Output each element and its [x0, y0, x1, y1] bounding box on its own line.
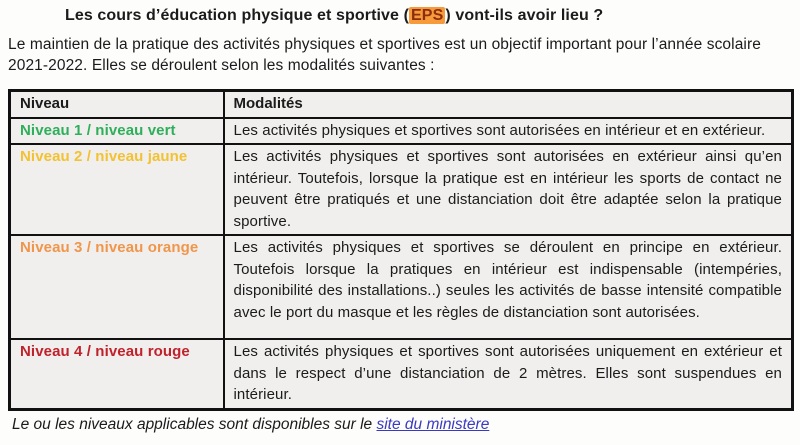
- header-modalites: Modalités: [224, 91, 793, 118]
- table-header-row: [10, 91, 793, 118]
- footer-text: Le ou les niveaux applicables sont disponibles sur le: [12, 415, 377, 433]
- levels-table: [8, 89, 794, 411]
- title-text-pre: Les cours d’éducation physique et sportive (: [65, 7, 410, 24]
- intro-paragraph: Le maintien de la pratique des activités physiques et sportives est un objectif important pour l’année scolaire 2021-2022. Elles se déroulent selon les modalités suivantes :: [8, 36, 761, 74]
- level-4-label: Niveau 4 / niveau rouge: [10, 339, 224, 409]
- level-3-label: Niveau 3 / niveau orange: [10, 235, 224, 339]
- level-1-label: Niveau 1 / niveau vert: [10, 118, 224, 145]
- level-2-modalites: Les activités physiques et sportives sont autorisées en extérieur ainsi qu’en intérieur. Toutefois, lorsque la pratique est en intérieur les sports de contact ne peuvent être pratiqués et une distanciation doit être adaptée selon la pratique sportive.: [224, 144, 793, 235]
- ministry-site-link[interactable]: site du ministère: [376, 415, 490, 433]
- eps-highlight: EPS: [411, 7, 444, 24]
- level-2-label: Niveau 2 / niveau jaune: [10, 144, 224, 235]
- table-row-level-4: [10, 339, 793, 409]
- table-row-level-2: [10, 144, 793, 235]
- page-title: [8, 7, 792, 25]
- footer-note: [8, 416, 792, 434]
- table-row-level-3: [10, 235, 793, 339]
- level-4-modalites: Les activités physiques et sportives sont autorisées uniquement en extérieur et dans le respect d’une distanciation de 2 mètres. Elles sont suspendues en intérieur.: [224, 339, 793, 409]
- level-1-modalites: Les activités physiques et sportives sont autorisées en intérieur et en extérieur.: [224, 118, 793, 145]
- header-niveau: Niveau: [10, 91, 224, 118]
- level-3-modalites: Les activités physiques et sportives se déroulent en principe en extérieur. Toutefois lorsque la pratiques en intérieur est indispensable (intempéries, disponibilité des installations..) seules les activités de basse intensité compatible avec le port du masque et les règles de distanciation sont autorisées.: [224, 235, 793, 339]
- table-row-level-1: [10, 118, 793, 145]
- title-text-post: ) vont-ils avoir lieu ?: [445, 7, 604, 24]
